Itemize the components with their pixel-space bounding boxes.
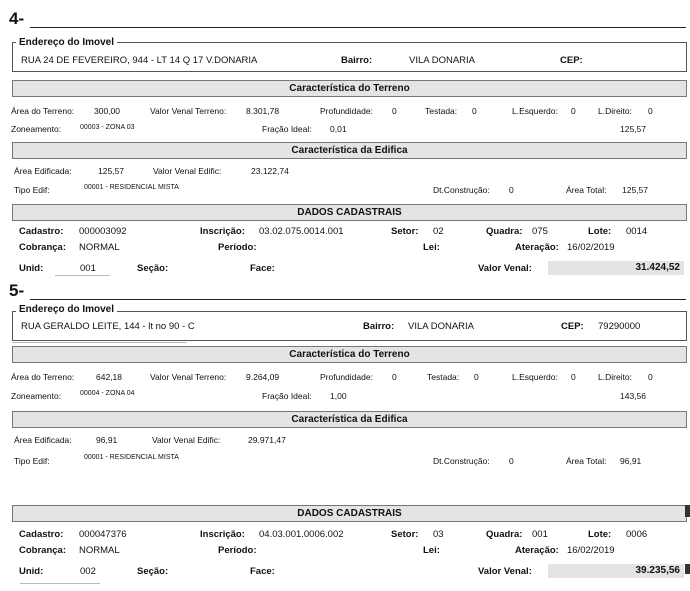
periodo-label: Período: [218,242,257,253]
bairro-value: VILA DONARIA [408,321,474,332]
face-label: Face: [250,566,275,577]
testada-label: Testada: [425,106,458,116]
profundidade-label: Profundidade: [320,372,373,382]
ldireito-value: 0 [648,106,653,116]
area-terreno-label: Área do Terreno: [11,106,75,116]
cobranca-label: Cobrança: [19,242,66,253]
setor-value: 02 [433,226,444,237]
valor-venal-label: Valor Venal: [478,566,532,577]
dados-header: DADOS CADASTRAIS [12,505,687,522]
cobranca-label: Cobrança: [19,545,66,556]
valor-venal-edific-value: 29.971,47 [248,435,286,445]
testada-label: Testada: [427,372,460,382]
dt-value: 0 [509,456,514,466]
zoneamento-label: Zoneamento: [11,391,62,401]
right-value: 143,56 [620,391,646,401]
terreno-header: Característica do Terreno [12,346,687,363]
lote-label: Lote: [588,529,612,540]
quadra-label: Quadra: [486,529,523,540]
valor-venal-terreno-value: 9.264,09 [246,372,280,382]
terreno-header: Característica do Terreno [12,80,687,97]
inscricao-value: 04.03.001.0006.002 [259,529,344,540]
face-label: Face: [250,263,275,274]
address-label: Endereço do Imovel [16,304,117,315]
edge-mark [685,505,690,517]
cep-label: CEP: [560,55,583,66]
unid-value: 002 [80,566,96,577]
top-rule [30,299,686,300]
fracao-label: Fração Ideal: [262,124,312,134]
edge-mark [685,564,690,574]
area-total-value: 125,57 [622,185,648,195]
fracao-label: Fração Ideal: [262,391,312,401]
tipo-label: Tipo Edif: [14,185,50,195]
unid-label: Unid: [19,263,44,274]
dt-label: Dt.Construção: [433,185,490,195]
cadastro-label: Cadastro: [19,226,64,237]
alteracao-label: Ateração: [515,545,559,556]
right-value: 125,57 [620,124,646,134]
lei-label: Lei: [423,242,440,253]
area-edificada-value: 96,91 [96,435,118,445]
quadra-value: 001 [532,529,548,540]
street: RUA GERALDO LEITE, 144 - lt no 90 - C [21,321,195,332]
unid-label: Unid: [19,566,44,577]
alteracao-value: 16/02/2019 [567,242,615,253]
bairro-value: VILA DONARIA [409,55,475,66]
profundidade-label: Profundidade: [320,106,373,116]
bairro-label: Bairro: [341,55,373,66]
lote-value: 0006 [626,529,648,540]
inscricao-label: Inscrição: [200,529,245,540]
periodo-label: Período: [218,545,257,556]
cadastro-label: Cadastro: [19,529,64,540]
tipo-value: 00001 - RESIDENCIAL MISTA [84,184,179,191]
valor-venal-edific-label: Valor Venal Edific: [153,166,222,176]
ldireito-value: 0 [648,372,653,382]
area-total-value: 96,91 [620,456,642,466]
valor-venal-edific-value: 23.122,74 [251,166,289,176]
top-rule [30,27,686,28]
ldireito-label: L.Direito: [598,106,633,116]
cobranca-value: NORMAL [79,545,120,556]
quadra-label: Quadra: [486,226,523,237]
fracao-value: 0,01 [330,124,347,134]
unid-underline [55,275,110,276]
valor-venal-terreno-label: Valor Venal Terreno: [150,372,227,382]
unid-underline [20,583,100,584]
secao-label: Seção: [137,566,169,577]
dt-label: Dt.Construção: [433,456,490,466]
area-terreno-value: 300,00 [94,106,120,116]
valor-venal-terreno-value: 8.301,78 [246,106,280,116]
area-terreno-value: 642,18 [96,372,122,382]
lesquerdo-label: L.Esquerdo: [512,372,558,382]
profundidade-value: 0 [392,106,397,116]
address-underline [12,342,187,343]
secao-label: Seção: [137,263,169,274]
quadra-value: 075 [532,226,548,237]
bairro-label: Bairro: [363,321,395,332]
cep-value: 79290000 [598,321,641,332]
tipo-value: 00001 - RESIDENCIAL MISTA [84,454,179,461]
address-label: Endereço do Imovel [16,37,117,48]
cadastro-value: 000047376 [79,529,127,540]
edifica-header: Característica da Edifica [12,142,687,159]
valor-venal-edific-label: Valor Venal Edific: [152,435,221,445]
setor-value: 03 [433,529,444,540]
cep-label: CEP: [561,321,584,332]
area-terreno-label: Área do Terreno: [11,372,75,382]
fracao-value: 1,00 [330,391,347,401]
ldireito-label: L.Direito: [598,372,633,382]
lote-value: 0014 [626,226,648,237]
cadastro-value: 000003092 [79,226,127,237]
street: RUA 24 DE FEVEREIRO, 944 - LT 14 Q 17 V.DONARIA [21,55,258,66]
tipo-label: Tipo Edif: [14,456,50,466]
lesquerdo-value: 0 [571,372,576,382]
setor-label: Setor: [391,226,419,237]
area-total-label: Área Total: [566,456,607,466]
inscricao-value: 03.02.075.0014.001 [259,226,344,237]
edifica-header: Característica da Edifica [12,411,687,428]
lesquerdo-value: 0 [571,106,576,116]
valor-venal-value: 39.235,56 [548,564,684,578]
lei-label: Lei: [423,545,440,556]
setor-label: Setor: [391,529,419,540]
zoneamento-value: 00003 - ZONA 03 [80,124,135,131]
valor-venal-value: 31.424,52 [548,261,684,275]
valor-venal-terreno-label: Valor Venal Terreno: [150,106,227,116]
record-number: 5- [9,281,25,300]
alteracao-label: Ateração: [515,242,559,253]
area-total-label: Área Total: [566,185,607,195]
record-number: 4- [9,9,25,28]
area-edificada-label: Área Edificada: [14,435,72,445]
testada-value: 0 [474,372,479,382]
zoneamento-value: 00004 - ZONA 04 [80,390,135,397]
cobranca-value: NORMAL [79,242,120,253]
profundidade-value: 0 [392,372,397,382]
zoneamento-label: Zoneamento: [11,124,62,134]
area-edificada-label: Área Edificada: [14,166,72,176]
valor-venal-label: Valor Venal: [478,263,532,274]
lesquerdo-label: L.Esquerdo: [512,106,558,116]
inscricao-label: Inscrição: [200,226,245,237]
unid-value: 001 [80,263,96,274]
lote-label: Lote: [588,226,612,237]
testada-value: 0 [472,106,477,116]
alteracao-value: 16/02/2019 [567,545,615,556]
dt-value: 0 [509,185,514,195]
dados-header: DADOS CADASTRAIS [12,204,687,221]
area-edificada-value: 125,57 [98,166,124,176]
